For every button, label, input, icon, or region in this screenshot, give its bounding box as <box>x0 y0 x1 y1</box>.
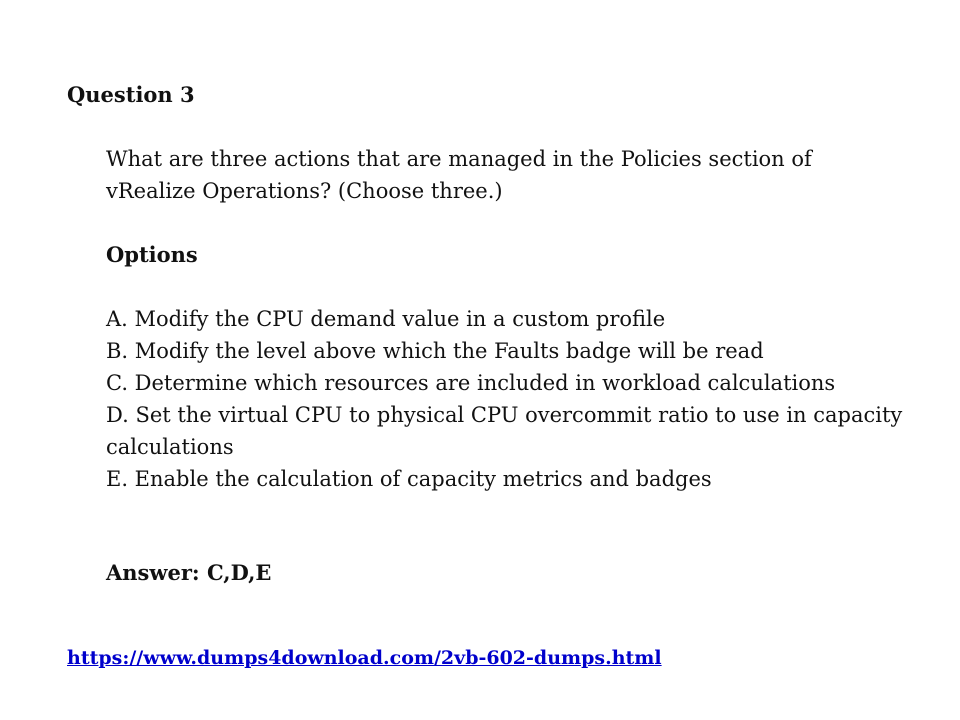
question-body <box>106 143 926 495</box>
source-link[interactable]: https://www.dumps4download.com/2vb-602-dumps.html <box>67 647 662 669</box>
options-heading: Options <box>106 242 198 267</box>
question-title: Question 3 <box>67 82 195 107</box>
options-list <box>106 303 926 495</box>
option-a: A. Modify the CPU demand value in a custom profile <box>106 307 666 331</box>
option-c: C. Determine which resources are included in workload calculations <box>106 371 836 395</box>
option-e: E. Enable the calculation of capacity metrics and badges <box>106 467 712 491</box>
question-text: What are three actions that are managed in the Policies section of vRealize Operations? (Choose three.) <box>106 147 812 203</box>
option-b: B. Modify the level above which the Faults badge will be read <box>106 339 764 363</box>
option-d: D. Set the virtual CPU to physical CPU overcommit ratio to use in capacity calculations <box>106 403 903 459</box>
answer-text: Answer: C,D,E <box>106 560 272 585</box>
